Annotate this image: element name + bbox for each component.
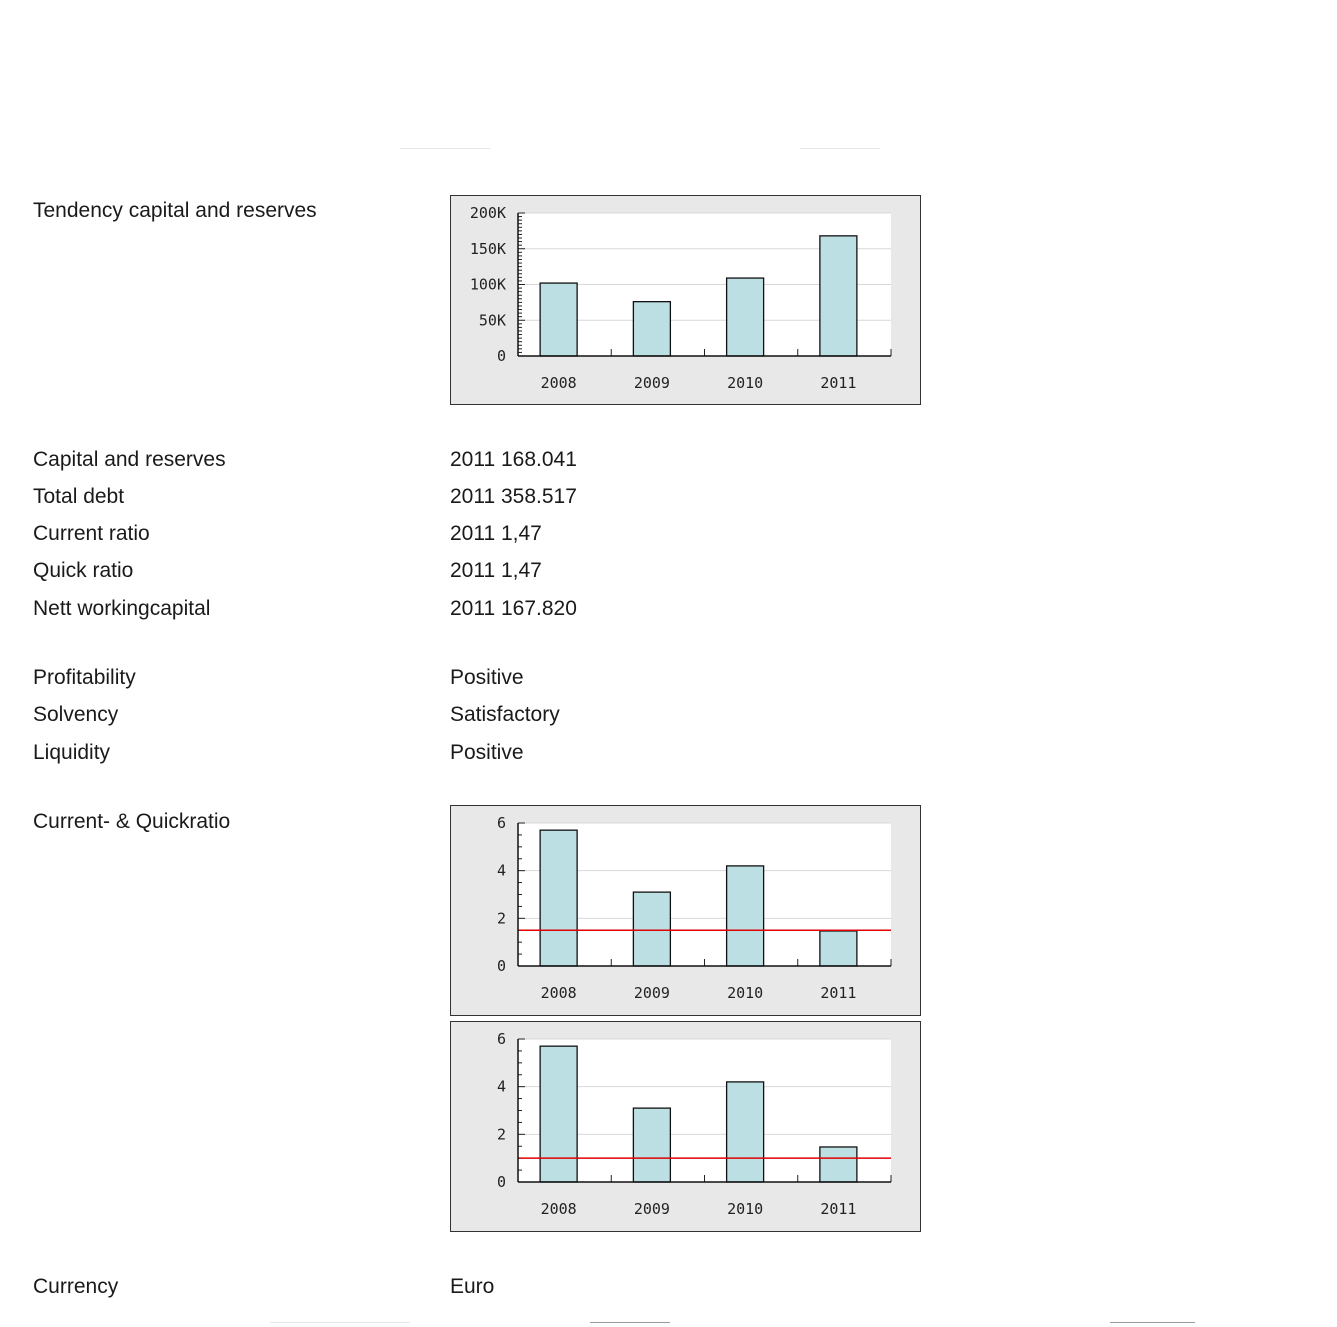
x-tick-label: 2008 — [540, 374, 577, 392]
x-tick-label: 2009 — [633, 984, 670, 1002]
total-debt-label: Total debt — [33, 485, 125, 508]
capital-reserves-label: Capital and reserves — [33, 448, 226, 471]
ratios-label: Current- & Quickratio — [33, 810, 231, 833]
current-ratio-label: Current ratio — [33, 522, 150, 545]
profitability-label: Profitability — [33, 666, 136, 689]
currency-value: Euro — [450, 1275, 495, 1298]
quick-ratio-chart — [450, 1021, 921, 1232]
y-tick-label: 200K — [469, 204, 506, 222]
bar — [540, 1046, 577, 1182]
liquidity-label: Liquidity — [33, 741, 111, 764]
quick-ratio-chart-svg — [451, 1022, 922, 1233]
y-tick-label: 4 — [496, 1077, 506, 1096]
current-ratio-value: 2011 1,47 — [450, 522, 542, 545]
working-capital-label: Nett workingcapital — [33, 597, 211, 620]
divider — [800, 148, 880, 149]
bar — [820, 236, 857, 356]
bar — [540, 283, 577, 356]
x-tick-label: 2011 — [820, 984, 857, 1002]
current-ratio-chart-svg — [451, 806, 922, 1017]
y-tick-label: 2 — [496, 909, 506, 928]
solvency-label: Solvency — [33, 703, 119, 726]
y-tick-label: 2 — [496, 1125, 506, 1144]
y-tick-label: 50K — [478, 311, 506, 330]
current-ratio-chart — [450, 805, 921, 1016]
tendency-chart — [450, 195, 921, 405]
capital-reserves-value: 2011 168.041 — [450, 448, 577, 471]
x-tick-label: 2010 — [727, 1200, 764, 1218]
x-tick-label: 2009 — [633, 374, 670, 392]
currency-label: Currency — [33, 1275, 119, 1298]
bar — [727, 1082, 764, 1182]
x-tick-label: 2008 — [540, 984, 577, 1002]
y-tick-label: 4 — [496, 861, 506, 880]
y-tick-label: 6 — [496, 1030, 506, 1048]
x-tick-label: 2009 — [633, 1200, 670, 1218]
bar — [633, 1108, 670, 1182]
y-tick-label: 100K — [469, 275, 506, 294]
y-tick-label: 150K — [469, 239, 506, 258]
y-tick-label: 0 — [496, 347, 506, 365]
profitability-value: Positive — [450, 666, 524, 689]
tendency-chart-svg — [451, 196, 922, 406]
total-debt-value: 2011 358.517 — [450, 485, 577, 508]
y-tick-label: 0 — [496, 957, 506, 975]
x-tick-label: 2010 — [727, 374, 764, 392]
bar — [633, 892, 670, 966]
bar — [820, 1147, 857, 1182]
bar — [727, 866, 764, 966]
bar — [540, 830, 577, 966]
divider — [1110, 1322, 1195, 1323]
working-capital-value: 2011 167.820 — [450, 597, 577, 620]
bar — [727, 278, 764, 356]
divider — [400, 148, 490, 149]
liquidity-value: Positive — [450, 741, 524, 764]
bar — [820, 931, 857, 966]
solvency-value: Satisfactory — [450, 703, 560, 726]
x-tick-label: 2008 — [540, 1200, 577, 1218]
quick-ratio-value: 2011 1,47 — [450, 559, 542, 582]
x-tick-label: 2010 — [727, 984, 764, 1002]
y-tick-label: 6 — [496, 814, 506, 832]
divider — [270, 1322, 410, 1323]
tendency-label: Tendency capital and reserves — [33, 199, 317, 222]
y-tick-label: 0 — [496, 1173, 506, 1191]
bar — [633, 302, 670, 356]
divider — [590, 1322, 670, 1323]
quick-ratio-label: Quick ratio — [33, 559, 134, 582]
x-tick-label: 2011 — [820, 1200, 857, 1218]
x-tick-label: 2011 — [820, 374, 857, 392]
